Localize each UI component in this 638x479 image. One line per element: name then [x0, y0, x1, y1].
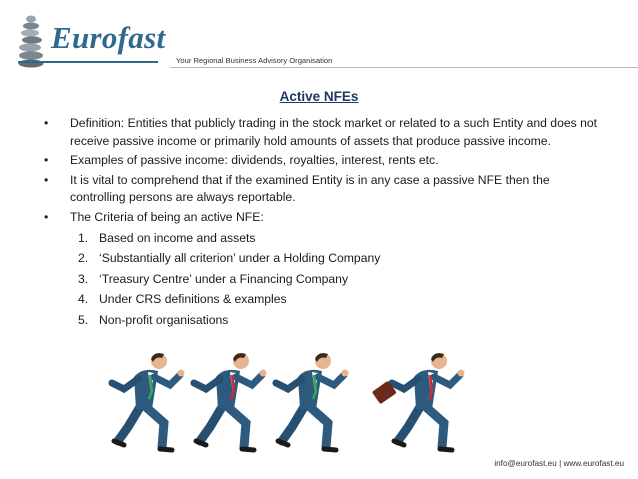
criteria-item	[44, 230, 604, 248]
bullet-text: The Criteria of being an active NFE:	[70, 210, 264, 225]
criteria-text: Based on income and assets	[99, 230, 256, 245]
bullet-marker: •	[44, 210, 49, 225]
criteria-number: 2.	[78, 251, 89, 266]
bullet-item	[44, 209, 604, 227]
runner-figure-with-briefcase	[372, 353, 465, 450]
criteria-number: 1.	[78, 230, 89, 245]
runner-figure	[194, 353, 267, 450]
runner-figure	[112, 353, 185, 450]
footer-contact: info@eurofast.eu | www.eurofast.eu	[494, 459, 624, 468]
criteria-list	[44, 230, 604, 330]
company-logo-text: Eurofast	[51, 20, 166, 55]
bullet-text: Definition: Entities that publicly trading in the stock market or related to a such Entity and does not receive passive income or primarily hold amounts of assets that produce passive income.	[70, 116, 598, 148]
criteria-item	[44, 271, 604, 289]
criteria-text: ‘Substantially all criterion’ under a Holding Company	[99, 251, 381, 266]
slide-header	[0, 0, 638, 80]
runner-figure	[276, 353, 349, 450]
criteria-text: Under CRS definitions & examples	[99, 292, 287, 307]
criteria-number: 5.	[78, 312, 89, 327]
bullet-marker: •	[44, 172, 49, 187]
logo-underline	[18, 61, 158, 63]
criteria-item	[44, 291, 604, 309]
criteria-item	[44, 312, 604, 330]
bullet-item	[44, 115, 604, 150]
running-businessmen-illustration	[100, 345, 485, 457]
criteria-text: ‘Treasury Centre’ under a Financing Company	[99, 271, 349, 286]
bullet-item	[44, 172, 604, 207]
header-divider	[170, 67, 638, 68]
stacked-stones-logo-icon	[18, 14, 44, 68]
criteria-number: 3.	[78, 271, 89, 286]
bullet-text: Examples of passive income: dividends, royalties, interest, rents etc.	[70, 153, 439, 168]
bullet-marker: •	[44, 116, 49, 130]
slide-title: Active NFEs	[279, 89, 359, 104]
bullet-marker: •	[44, 153, 49, 168]
criteria-number: 4.	[78, 292, 89, 307]
slide-body	[44, 115, 604, 331]
criteria-item	[44, 250, 604, 268]
bullet-item	[44, 152, 604, 170]
bullet-text: It is vital to comprehend that if the examined Entity is in any case a passive NFE then the controlling persons are always reportable.	[70, 172, 550, 205]
company-tagline: Your Regional Business Advisory Organisation	[176, 56, 333, 65]
criteria-text: Non-profit organisations	[99, 312, 229, 327]
